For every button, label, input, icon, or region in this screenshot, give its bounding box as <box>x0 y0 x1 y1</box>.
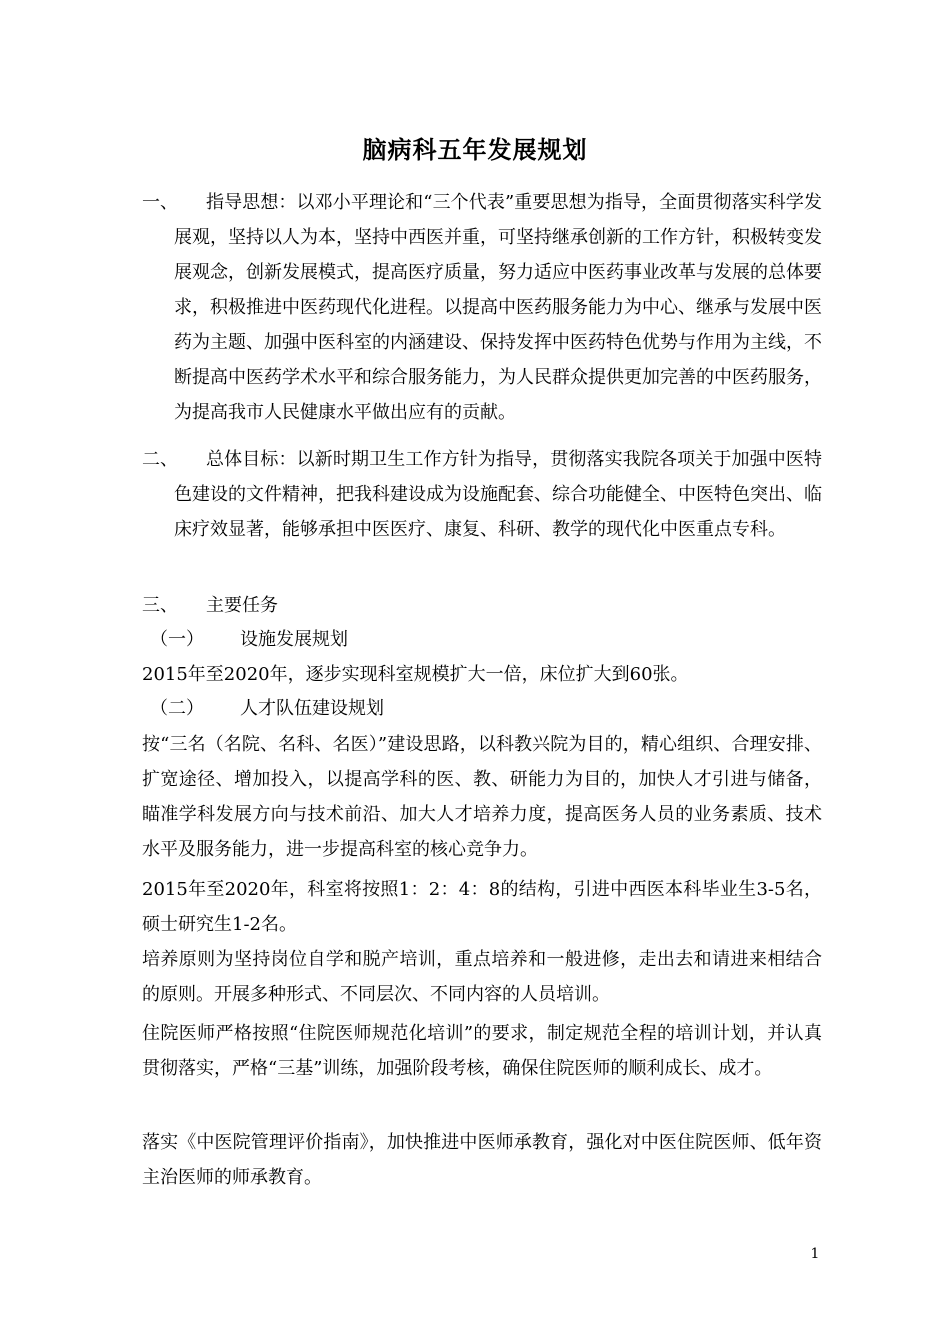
paragraph-recruitment: 2015年至2020年，科室将按照1：2：4：8的结构，引进中西医本科毕业生3-5名，硕士研究生1-2名。 <box>142 879 822 935</box>
paragraph-training-principle: 培养原则为坚持岗位自学和脱产培训，重点培养和一般进修，走出去和请进来相结合的原则。开展多种形式、不同层次、不同内容的人员培训。 <box>142 949 822 1005</box>
section-guiding-ideology <box>142 185 822 430</box>
document-title: 脑病科五年发展规划 <box>362 135 588 164</box>
section-number: 一、 <box>142 192 178 213</box>
paragraph-mentorship: 落实《中医院管理评价指南》，加快推进中医师承教育，强化对中医住院医师、低年资主治医师的师承教育。 <box>142 1132 822 1188</box>
paragraph-facilities-plan: 2015年至2020年，逐步实现科室规模扩大一倍，床位扩大到60张。 <box>142 664 689 685</box>
subsection-number: （一） <box>150 629 204 650</box>
section-main-tasks <box>142 588 822 623</box>
section-number: 三、 <box>142 595 178 616</box>
subsection-label: 人才队伍建设规划 <box>240 698 384 719</box>
section-text: 总体目标：以新时期卫生工作方针为指导，贯彻落实我院各项关于加强中医特色建设的文件精神，把我科建设成为设施配套、综合功能健全、中医特色突出、临床疗效显著，能够承担中医医疗、康复、科研、教学的现代化中医重点专科。 <box>174 449 822 540</box>
subsection-number: （二） <box>150 698 204 719</box>
section-overall-goal <box>142 442 822 547</box>
section-number: 二、 <box>142 449 178 470</box>
paragraph-resident-training: 住院医师严格按照“住院医师规范化培训”的要求，制定规范全程的培训计划，并认真贯彻落实，严格“三基”训练，加强阶段考核，确保住院医师的顺利成长、成才。 <box>142 1023 822 1079</box>
section-text: 主要任务 <box>206 595 278 616</box>
paragraph-talent-strategy: 按“三名（名院、名科、名医）”建设思路，以科教兴院为目的，精心组织、合理安排、扩宽途径、增加投入，以提高学科的医、教、研能力为目的，加快人才引进与储备，瞄准学科发展方向与技术前沿、加大人才培养力度，提高医务人员的业务素质、技术水平及服务能力，进一步提高科室的核心竞争力。 <box>142 734 822 860</box>
subsection-talent <box>150 691 384 726</box>
page-number: 1 <box>810 1246 820 1262</box>
section-text: 指导思想：以邓小平理论和“三个代表”重要思想为指导，全面贯彻落实科学发展观，坚持以人为本，坚持中西医并重，可坚持继承创新的工作方针，积极转变发展观念，创新发展模式，提高医疗质量，努力适应中医药事业改革与发展的总体要求，积极推进中医药现代化进程。以提高中医药服务能力为中心、继承与发展中医药为主题、加强中医科室的内涵建设、保持发挥中医药特色优势与作用为主线，不断提高中医药学术水平和综合服务能力，为人民群众提供更加完善的中医药服务，为提高我市人民健康水平做出应有的贡献。 <box>174 192 822 423</box>
subsection-label: 设施发展规划 <box>240 629 348 650</box>
subsection-facilities <box>150 622 348 657</box>
